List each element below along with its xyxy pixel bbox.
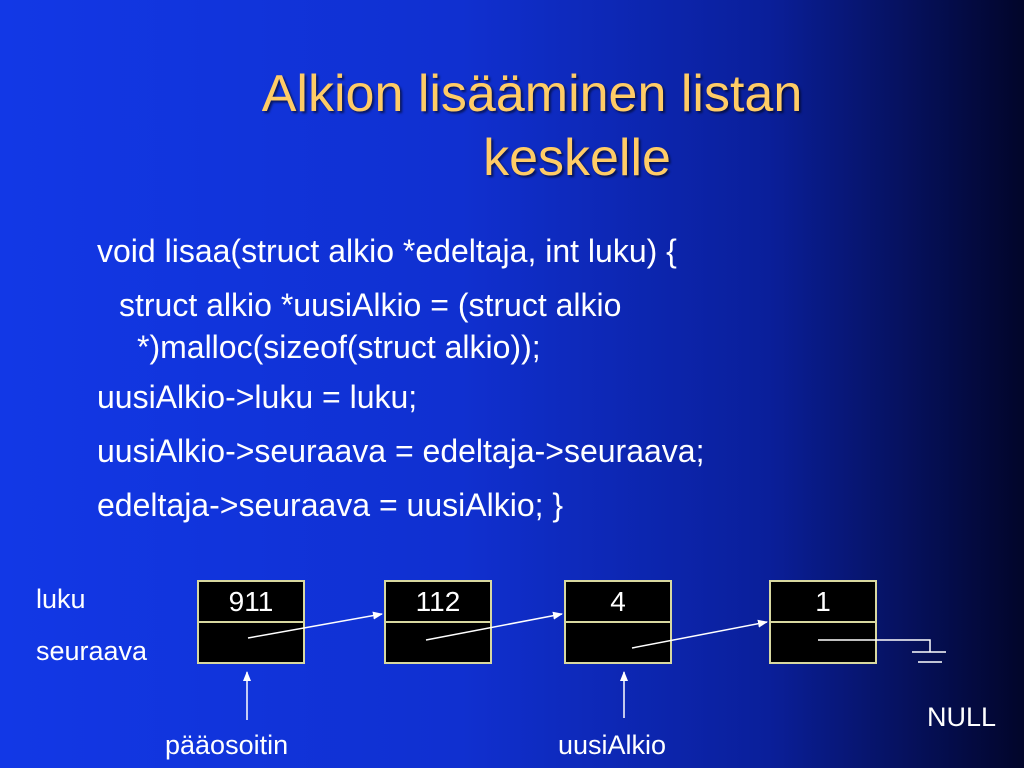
code-line-3: uusiAlkio->luku = luku; (97, 379, 418, 415)
arrow-node1-to-node2 (248, 614, 382, 638)
code-line-2: struct alkio *uusiAlkio = (struct alkio (119, 287, 622, 323)
node-value: 1 (771, 582, 875, 623)
code-line-1: void lisaa(struct alkio *edeltaja, int luku) { (97, 233, 677, 269)
field-label-seuraava: seuraava (36, 636, 148, 666)
node-value: 911 (199, 582, 303, 623)
node-value: 4 (566, 582, 670, 623)
code-line-2-cont: *)malloc(sizeof(struct alkio)); (137, 329, 541, 365)
code-line-4: uusiAlkio->seuraava = edeltaja->seuraava; (97, 433, 705, 469)
field-label-luku: luku (36, 584, 86, 614)
null-label: NULL (927, 702, 997, 732)
arrow-node2-to-node3 (426, 614, 562, 640)
new-node-pointer-label: uusiAlkio (558, 730, 667, 760)
arrow-node3-to-node4 (632, 622, 767, 648)
node-value: 112 (386, 582, 490, 623)
title-line-2: keskelle (483, 129, 671, 187)
null-pointer-line (818, 640, 930, 652)
code-line-5: edeltaja->seuraava = uusiAlkio; } (97, 487, 564, 523)
head-pointer-label: pääosoitin (165, 730, 289, 760)
title-line-1: Alkion lisääminen listan (261, 65, 803, 123)
